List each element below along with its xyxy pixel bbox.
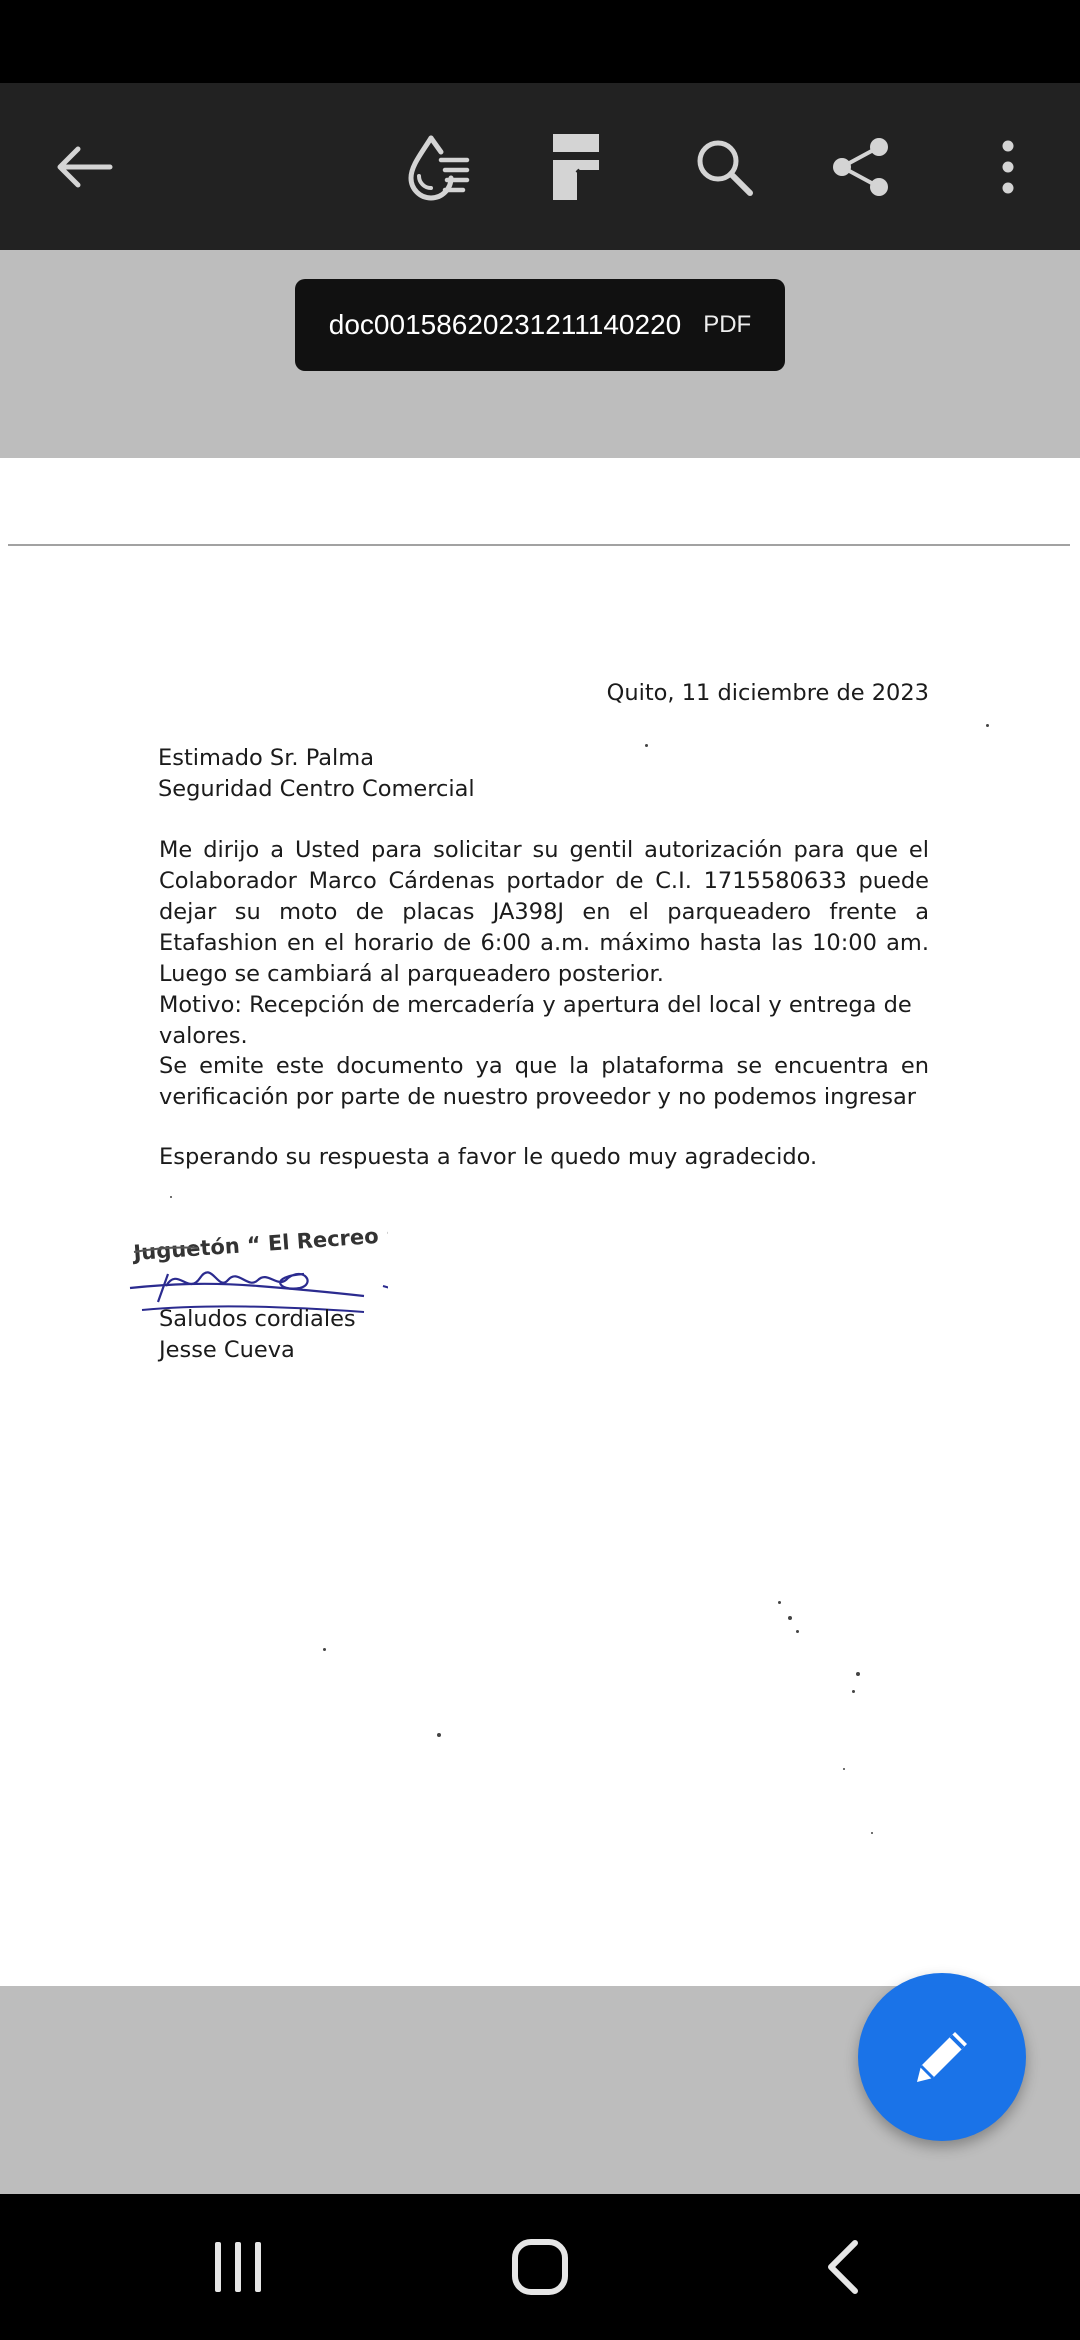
letter-date: Quito, 11 diciembre de 2023: [606, 680, 929, 706]
recipient-name: Estimado Sr. Palma: [158, 745, 374, 771]
scan-speck: [788, 1616, 792, 1620]
file-name: doc00158620231211140220: [328, 309, 682, 340]
letter-motive: Motivo: Recepción de mercadería y apertura del local y entrega de valores.: [159, 992, 912, 1049]
home-icon: [511, 2238, 569, 2296]
recipient-title: Seguridad Centro Comercial: [158, 776, 475, 802]
letter-paragraph: Me dirijo a Usted para solicitar su gentil autorización para que el Colaborador Marco Cárdenas portador de C.I. 1715580633 puede dejar su moto de placas JA398J en el parqueadero frente a Etafashion en el horario de 6:00 a.m. máximo hasta las 10:00 am. Luego se cambiará al parqueadero posterior.: [159, 837, 929, 987]
file-type: PDF: [703, 311, 752, 338]
system-nav-bar: [0, 2194, 1080, 2340]
letter-closing: [159, 1304, 356, 1366]
search-icon: [694, 137, 754, 197]
edit-button[interactable]: [858, 1973, 1026, 2141]
scan-speck: [170, 1196, 172, 1198]
letter-paragraph: Se emite este documento ya que la plataforma se encuentra en verificación por parte de nuestro proveedor y no podemos ingresar: [159, 1053, 929, 1110]
scan-speck: [852, 1690, 855, 1693]
nav-back-button[interactable]: [793, 2194, 893, 2340]
closing-salutation: Saludos cordiales: [159, 1306, 356, 1332]
scan-speck: [323, 1648, 326, 1651]
scan-speck: [871, 1832, 873, 1834]
app-toolbar: [0, 83, 1080, 250]
arrow-left-icon: [54, 145, 114, 189]
search-button[interactable]: [674, 83, 774, 250]
page-view-button[interactable]: [526, 83, 626, 250]
letter-body: [159, 835, 929, 1052]
scan-speck: [796, 1630, 799, 1633]
share-button[interactable]: [811, 83, 911, 250]
recent-apps-icon: [213, 2240, 263, 2294]
edit-pencil-icon: [907, 2022, 977, 2092]
scan-line: [8, 544, 1070, 546]
more-options-button[interactable]: [958, 83, 1058, 250]
svg-text:Juguetón “ El Recreo ”: Juguetón “ El Recreo ”: [132, 1226, 388, 1265]
more-vert-icon: [1001, 140, 1015, 194]
letter-recipient: [158, 743, 475, 805]
recent-apps-button[interactable]: [188, 2194, 288, 2340]
scan-speck: [843, 1768, 845, 1770]
home-button[interactable]: [490, 2194, 590, 2340]
scan-speck: [856, 1672, 860, 1676]
scan-speck: [437, 1733, 441, 1737]
scan-speck: [645, 744, 648, 747]
status-bar: [0, 0, 1080, 83]
letter-paragraph: Esperando su respuesta a favor le quedo muy agradecido.: [159, 1144, 818, 1170]
scan-speck: [986, 724, 989, 727]
liquid-mode-button[interactable]: [388, 83, 488, 250]
back-icon: [825, 2239, 861, 2295]
liquid-mode-icon: [401, 130, 475, 204]
page-view-icon: [551, 134, 601, 200]
scan-speck: [778, 1601, 781, 1604]
back-button[interactable]: [34, 83, 134, 250]
share-icon: [831, 137, 891, 197]
signer-name: Jesse Cueva: [159, 1337, 295, 1363]
file-name-chip: [295, 279, 785, 371]
pdf-page[interactable]: [0, 458, 1080, 1986]
